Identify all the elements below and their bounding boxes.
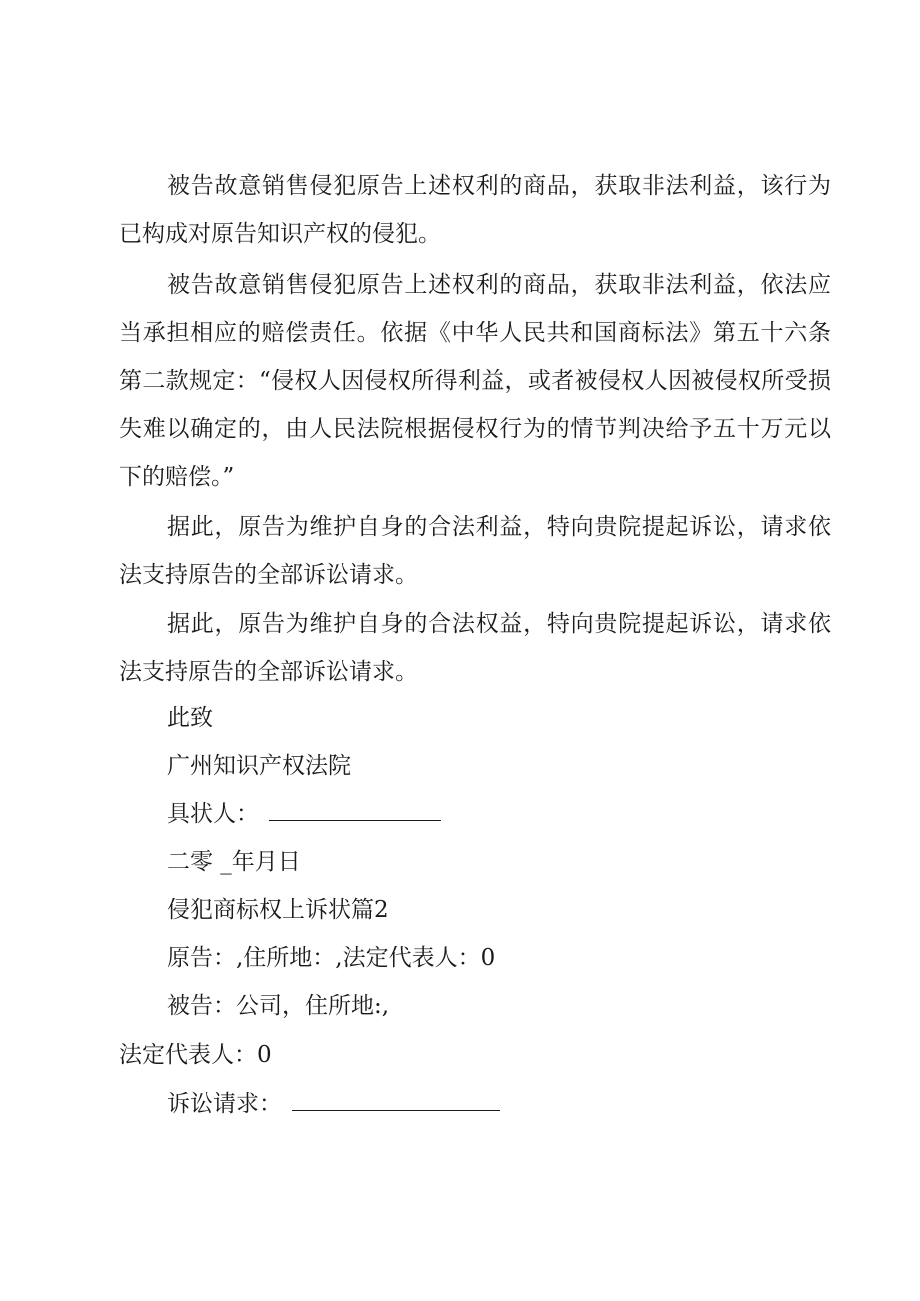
- salutation: 此致: [167, 705, 213, 731]
- defendant-info: 被告：公司，住所地:,: [167, 993, 390, 1019]
- claims-label: 诉讼请求：: [167, 1091, 282, 1117]
- signature-blank: [269, 819, 441, 821]
- date-line: 二零 _年月日: [167, 849, 301, 875]
- defendant-representative: 法定代表人：0: [119, 1042, 272, 1068]
- paragraph-request-1: 据此，原告为维护自身的合法利益，特向贵院提起诉讼，请求依法支持原告的全部诉讼请求。: [119, 514, 831, 588]
- plaintiff-signature-label: 具状人：: [167, 801, 259, 827]
- claims-blank: [292, 1109, 500, 1111]
- court-name: 广州知识产权法院: [167, 753, 351, 779]
- section-title: 侵犯商标权上诉状篇2: [167, 897, 389, 923]
- paragraph-infringement: 被告故意销售侵犯原告上述权利的商品，获取非法利益，该行为已构成对原告知识产权的侵犯。: [119, 173, 831, 247]
- paragraph-request-2: 据此，原告为维护自身的合法权益，特向贵院提起诉讼，请求依法支持原告的全部诉讼请求。: [119, 611, 831, 685]
- plaintiff-info: 原告：,住所地：,法定代表人：0: [167, 945, 496, 971]
- plaintiff-signature-line: [167, 790, 441, 838]
- paragraph-compensation: 被告故意销售侵犯原告上述权利的商品，获取非法利益，依法应当承担相应的赔偿责任。依据《中华人民共和国商标法》第五十六条第二款规定：“侵权人因侵权所得利益，或者被侵权人因被侵权所受损失难以确定的，由人民法院根据侵权行为的情节判决给予五十万元以下的赔偿。”: [119, 272, 831, 490]
- claims-line: [167, 1080, 500, 1128]
